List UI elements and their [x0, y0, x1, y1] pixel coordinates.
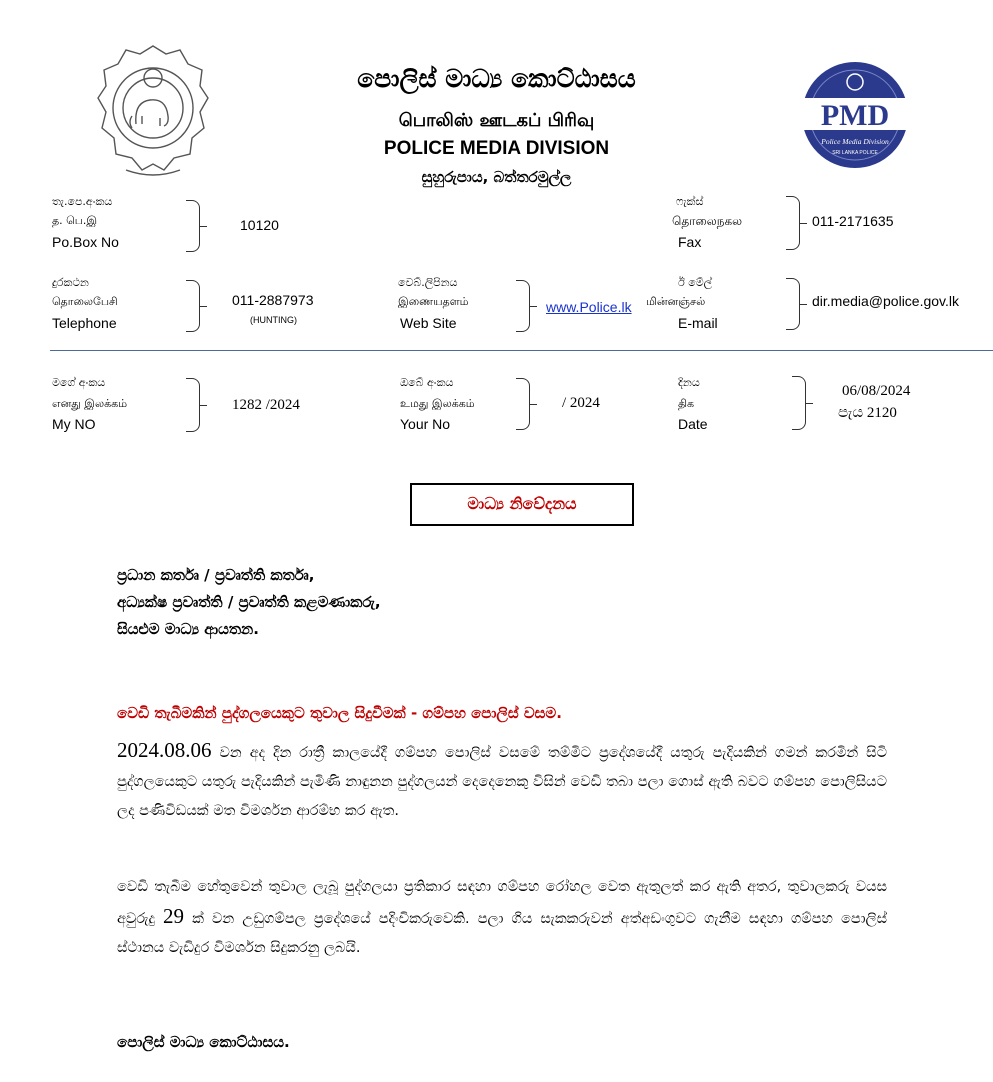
- header-title-english: POLICE MEDIA DIVISION: [383, 138, 610, 159]
- pobox-label-si: තැ.පෙ.අංකය: [52, 195, 113, 208]
- website-label-ta: இணையதளம்: [398, 295, 469, 308]
- header-divider: [50, 350, 993, 351]
- my-no-label-ta: எனது இலக்கம்: [52, 397, 128, 410]
- pobox-brace: [186, 200, 200, 252]
- addressee-line-3: සියළුම මාධ්‍ය ආයතන.: [117, 620, 259, 638]
- victim-age: 29: [163, 904, 185, 928]
- website-link[interactable]: www.Police.lk: [546, 299, 632, 315]
- date-brace: [792, 376, 806, 430]
- signature: පොලිස් මාධ්‍ය කොට්ඨාසය.: [117, 1033, 290, 1051]
- pobox-value: 10120: [240, 217, 279, 233]
- pobox-label-ta: த. பெ.இ: [52, 214, 98, 227]
- telephone-value: 011-2887973: [232, 292, 314, 308]
- my-no-label-si: මගේ අංකය: [52, 376, 106, 389]
- my-no-brace: [186, 378, 200, 432]
- body-paragraph-2-text-a: වෙඩි තැබීම හේතුවෙන් තුවාල ලැබූ පුද්ගලයා ප්‍රතිකාර සඳහා ගම්පහ රෝහල වෙත ඇතුලත් කර ඇති අතර, තුවාලකරු වයස අවුරුදු: [117, 879, 887, 927]
- addressee-line-1: ප්‍රධාන කර්තෘ / ප්‍රවෘත්ති කර්තෘ,: [117, 566, 315, 584]
- subject-line: වෙඩි තැබීමකින් පුද්ගලයෙකුට තුවාල සිදුවීමක් - ගම්පහ පොලිස් වසම.: [117, 704, 562, 722]
- pmd-logo-ring-text: Police Media Division: [821, 137, 889, 146]
- email-brace: [786, 278, 800, 330]
- your-no-label-ta: உமது இலக்கம்: [400, 397, 475, 410]
- your-no-value: / 2024: [562, 395, 600, 411]
- fax-brace: [786, 196, 800, 250]
- telephone-label-en: Telephone: [52, 315, 117, 331]
- your-no-label-en: Your No: [400, 416, 451, 432]
- body-paragraph-2: [117, 873, 887, 963]
- website-label-si: වෙබ්.ලිපිනය: [398, 276, 458, 289]
- pmd-logo: [800, 60, 910, 170]
- my-no-label-en: My NO: [52, 416, 96, 432]
- telephone-label-ta: தொலைபேசி: [52, 295, 118, 308]
- pmd-logo-sub-text: SRI LANKA POLICE: [832, 150, 878, 156]
- fax-value: 011-2171635: [812, 213, 894, 229]
- addressee-line-2: අධ්‍යක්ෂ ප්‍රවෘත්ති / ප්‍රවෘත්ති කළමණාකරු,: [117, 593, 381, 611]
- date-label-si: දිනය: [678, 376, 700, 389]
- date-label-ta: திக: [678, 397, 695, 410]
- pobox-label-en: Po.Box No: [52, 234, 119, 250]
- telephone-label-si: දුරකථන: [52, 276, 89, 289]
- telephone-brace: [186, 280, 200, 332]
- website-brace: [516, 280, 530, 332]
- body-paragraph-1-text: වන අද දින රාත්‍රී කාලයේදී ගම්පහ පොලිස් වසමේ තම්මිට ප්‍රදේශයේදී යතුරු පැදියකින් ගමන් කරමින් සිටි පුද්ගලයෙකුට යතුරු පැදියකින් පැමිණි නාඳුනන පුද්ගලයන් දෙදෙනෙකු විසින් වෙඩි තබා පලා ගොස් ඇති බවට ගම්පහ පොලිසියට ලද පණිවිඩයක් මත විමර්ශන ආරම්භ කර ඇත.: [117, 745, 887, 819]
- incident-date: 2024.08.06: [117, 738, 212, 762]
- date-label-en: Date: [678, 416, 708, 432]
- header-title-sinhala: පොලිස් මාධ්‍ය කොට්ඨාසය: [357, 64, 636, 93]
- document-title: මාධ්‍ය නිවේදනය: [410, 483, 634, 526]
- body-paragraph-1: [117, 736, 887, 826]
- my-no-value: 1282 /2024: [232, 397, 300, 413]
- pmd-logo-text: PMD: [820, 99, 890, 132]
- website-label-en: Web Site: [400, 315, 457, 331]
- your-no-brace: [516, 378, 530, 430]
- your-no-label-si: ඔබේ අංකය: [400, 376, 454, 389]
- email-label-en: E-mail: [678, 315, 718, 331]
- fax-label-si: ෆැක්ස්: [676, 195, 704, 208]
- email-label-ta: மின்னஞ்சல்: [646, 295, 706, 308]
- date-value: 06/08/2024: [842, 383, 911, 399]
- date-time: පැය 2120: [838, 405, 897, 421]
- body-paragraph-2-text-b: ක් වන උඩුගම්පල ප්‍රදේශයේ පදිංචිකරුවෙකි. පලා ගිය සැකකරුවන් අත්අඩංගුවට ගැනීම සඳහා ගම්පහ පොලිස් ස්ථානය වැඩිදුර විමර්ශන සිදුකරනු ලබයි.: [117, 911, 888, 956]
- header-address: සුහුරුපාය, බත්තරමුල්ල: [421, 168, 572, 186]
- telephone-note: (HUNTING): [250, 315, 297, 325]
- fax-label-en: Fax: [678, 234, 702, 250]
- header-title-tamil: பொலிஸ் ஊடகப் பிரிவு: [398, 110, 595, 131]
- email-value: dir.media@police.gov.lk: [812, 293, 960, 309]
- email-label-si: ඊ මේල්: [678, 276, 713, 289]
- fax-label-ta: தொலைநகல: [672, 214, 743, 228]
